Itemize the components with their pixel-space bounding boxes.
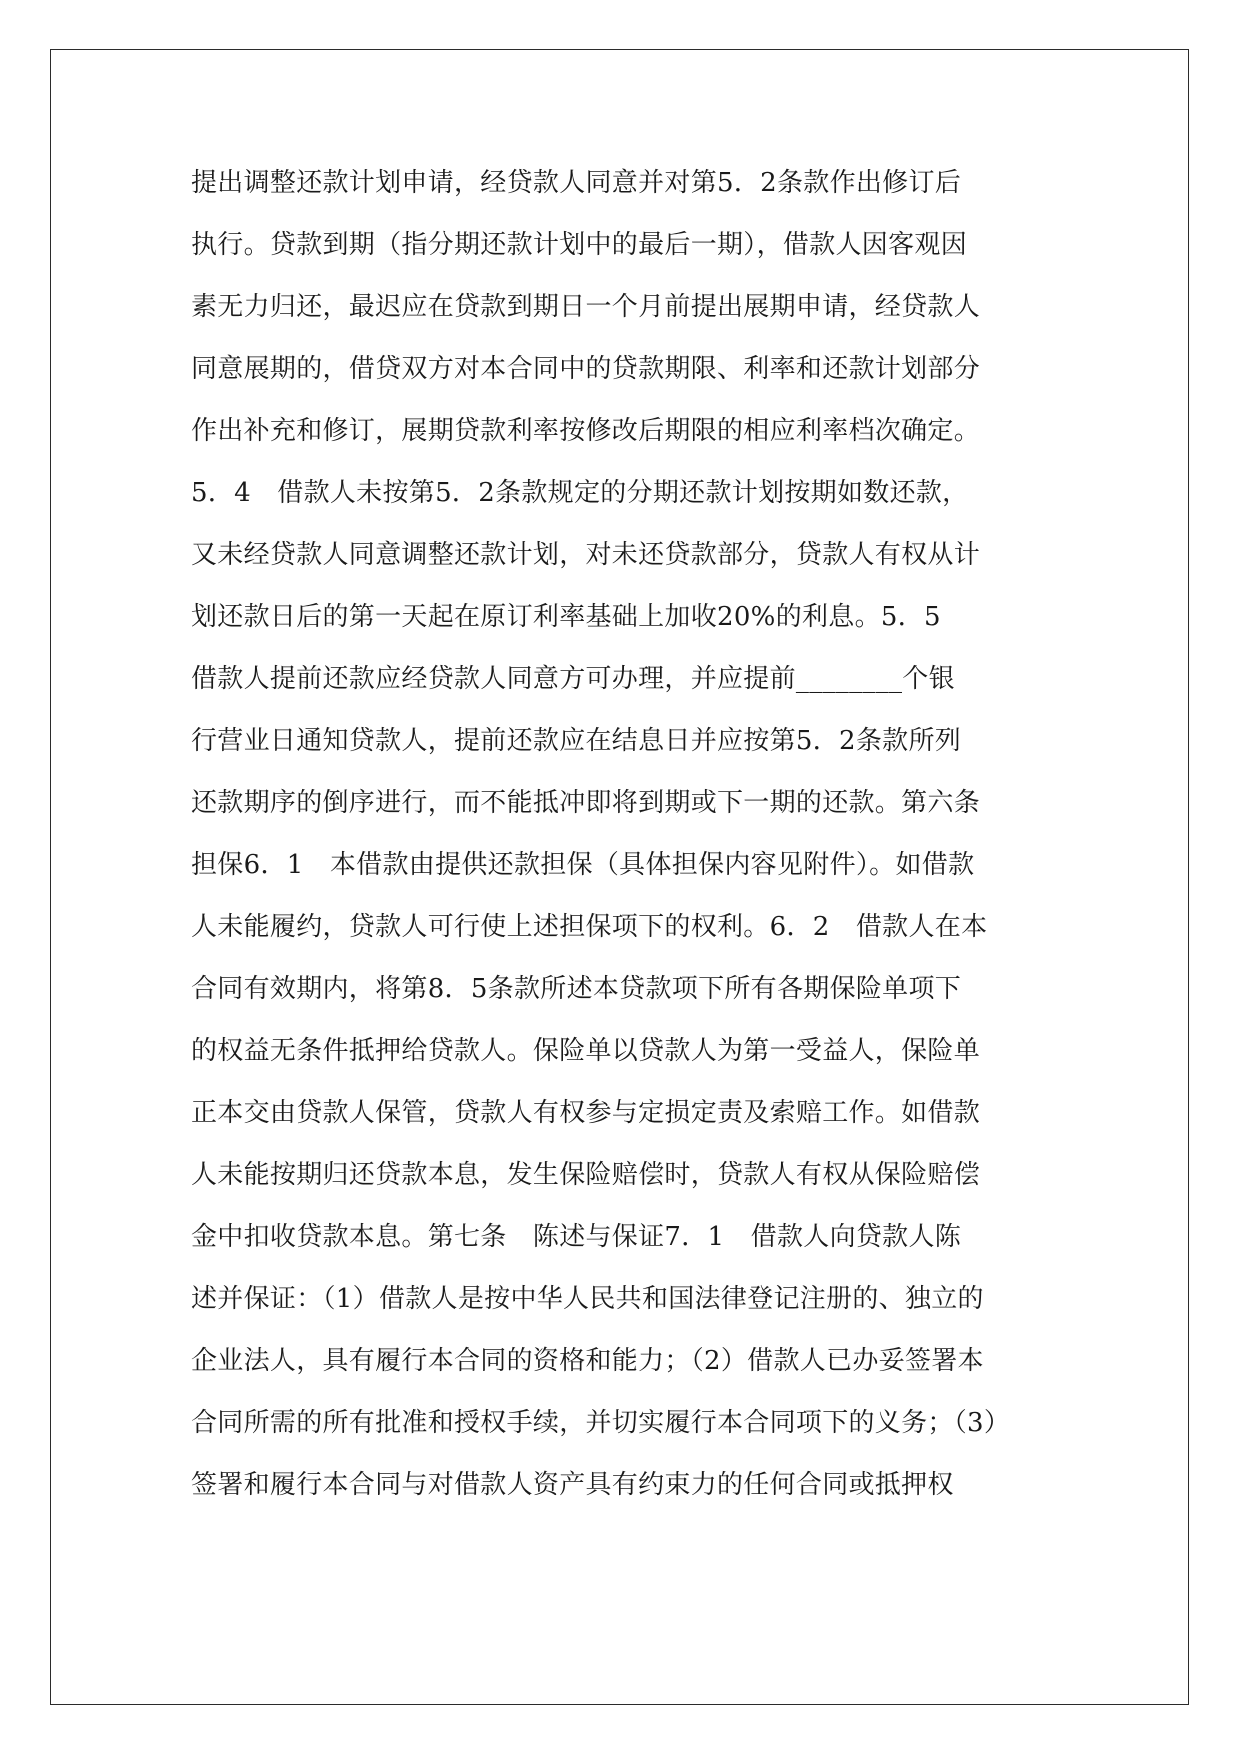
text-line: 借款人提前还款应经贷款人同意方可办理，并应提前________个银 [191,664,955,694]
text-line: 作出补充和修订，展期贷款利率按修改后期限的相应利率档次确定。 [191,416,981,446]
text-line: 担保6．1 本借款由提供还款担保（具体担保内容见附件）。如借款 [191,850,975,880]
text-line: 5．4 借款人未按第5．2条款规定的分期还款计划按期如数还款， [191,478,969,508]
text-line: 素无力归还，最迟应在贷款到期日一个月前提出展期申请，经贷款人 [191,292,981,322]
text-line: 合同所需的所有批准和授权手续，并切实履行本合同项下的义务；（3） [191,1408,1011,1438]
text-line: 划还款日后的第一天起在原订利率基础上加收20%的利息。5．5 [191,602,941,632]
text-line: 又未经贷款人同意调整还款计划，对未还贷款部分，贷款人有权从计 [191,540,981,570]
text-line: 企业法人，具有履行本合同的资格和能力；（2）借款人已办妥签署本 [191,1346,984,1376]
text-line: 签署和履行本合同与对借款人资产具有约束力的任何合同或抵押权 [191,1470,954,1500]
text-line: 还款期序的倒序进行，而不能抵冲即将到期或下一期的还款。第六条 [191,788,981,818]
text-line: 同意展期的，借贷双方对本合同中的贷款期限、利率和还款计划部分 [191,354,981,384]
text-line: 正本交由贷款人保管，贷款人有权参与定损定责及索赔工作。如借款 [191,1098,981,1128]
text-line: 人未能履约，贷款人可行使上述担保项下的权利。6．2 借款人在本 [191,912,988,942]
text-line: 合同有效期内，将第8．5条款所述本贷款项下所有各期保险单项下 [191,974,962,1004]
text-line: 提出调整还款计划申请，经贷款人同意并对第5．2条款作出修订后 [191,168,962,198]
document-body [191,163,1071,1527]
text-line: 述并保证：（1）借款人是按中华人民共和国法律登记注册的、独立的 [191,1284,984,1314]
text-line: 人未能按期归还贷款本息，发生保险赔偿时，贷款人有权从保险赔偿 [191,1160,981,1190]
text-line: 执行。贷款到期（指分期还款计划中的最后一期），借款人因客观因 [191,230,968,260]
text-line: 行营业日通知贷款人，提前还款应在结息日并应按第5．2条款所列 [191,726,962,756]
text-line: 金中扣收贷款本息。第七条 陈述与保证7．1 借款人向贷款人陈 [191,1222,962,1252]
text-line: 的权益无条件抵押给贷款人。保险单以贷款人为第一受益人，保险单 [191,1036,981,1066]
